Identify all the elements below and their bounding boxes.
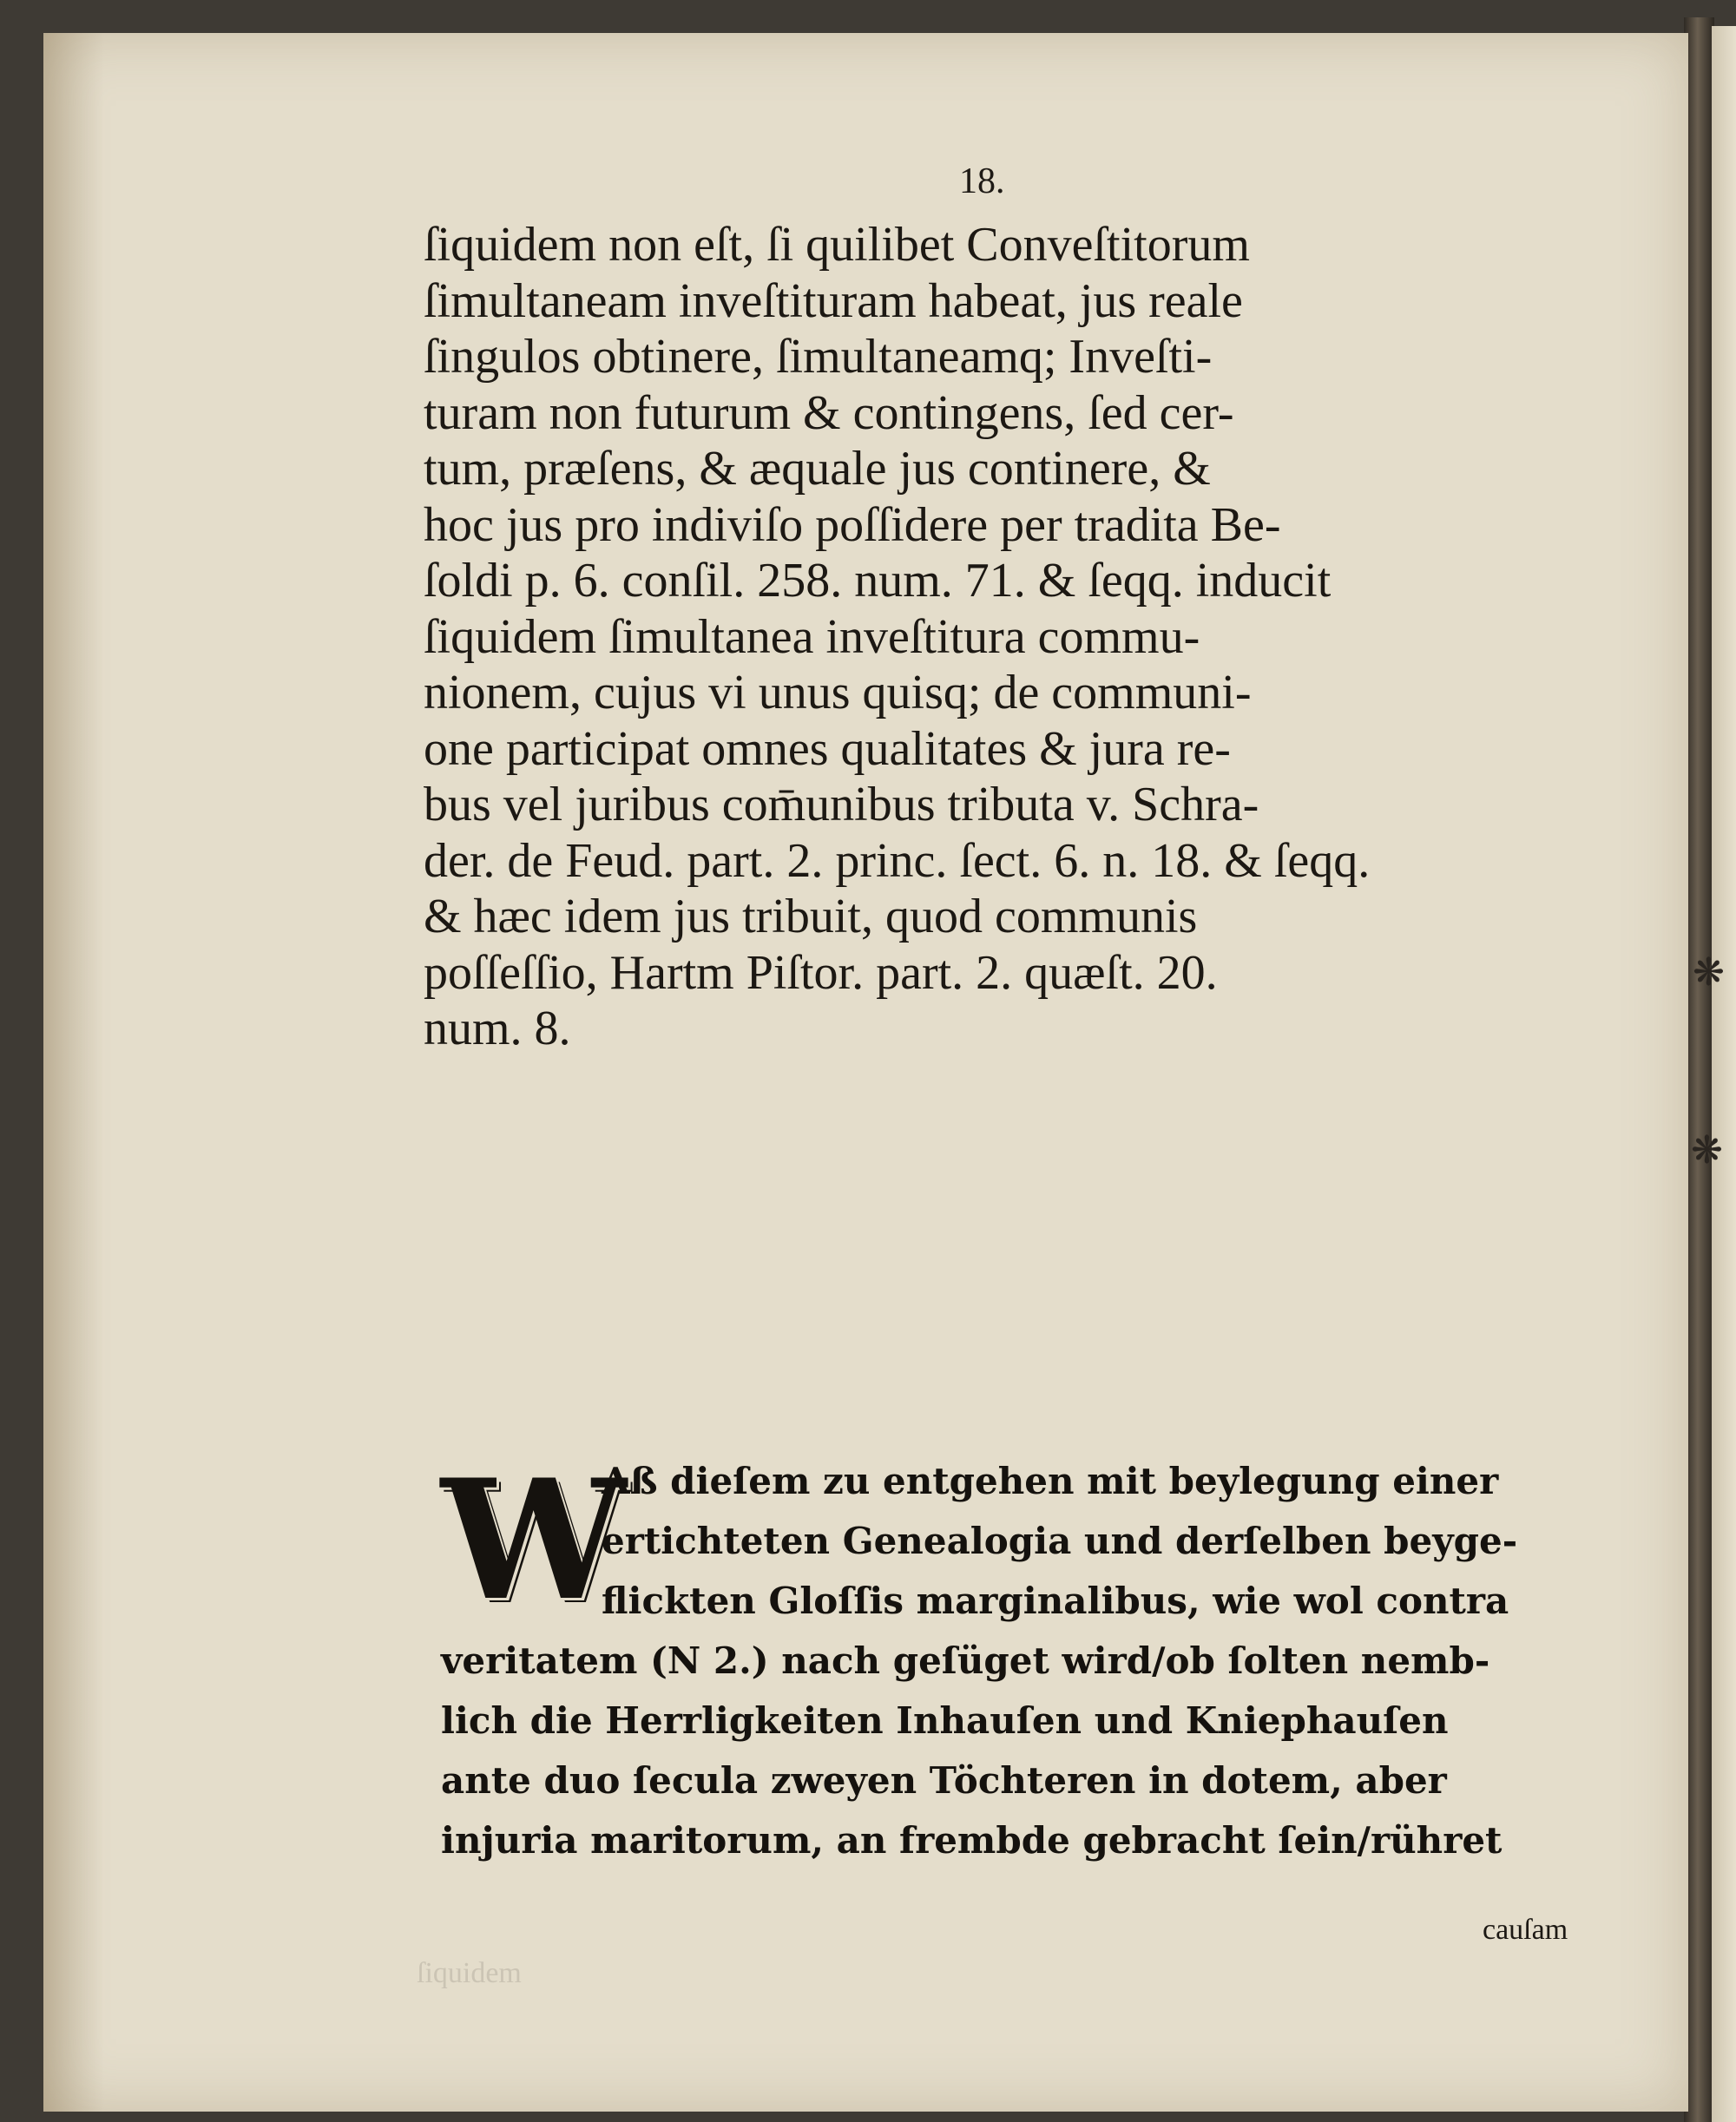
text-line: tum, præſens, & æquale jus continere, & [424, 442, 1211, 496]
text-line: nionem, cujus vi unus quisq; de communi- [424, 666, 1252, 719]
text-line: ſingulos obtinere, ſimultaneamq; Inveſti- [424, 330, 1213, 384]
drop-cap-initial: W [441, 1443, 627, 1637]
text-line: one participat omnes qualitates & jura re- [424, 721, 1231, 776]
catchword: cauſam [1483, 1914, 1568, 1946]
text-line: injuria maritorum, an frembde gebracht ſein/rühret [441, 1819, 1503, 1862]
text-line: der. de Feud. part. 2. princ. ſect. 6. n. 18. & ſeqq. [424, 833, 1371, 888]
text-line: ante duo ſecula zweyen Töchteren in dotem, aber [441, 1759, 1447, 1802]
bleed-through-text: ſiquidem [417, 1957, 522, 1989]
german-paragraph [441, 1443, 1608, 1870]
text-line: hoc jus pro indiviſo poſſidere per tradita Be- [424, 497, 1281, 552]
text-line: bus vel juribus com̄unibus tributa v. Schra- [424, 778, 1259, 831]
text-line: lich die Herrligkeiten Inhauſen und Kniephauſen [441, 1699, 1449, 1742]
text-line: turam non futurum & contingens, ſed cer- [424, 385, 1234, 440]
text-line: & hæc idem jus tribuit, quod communis [424, 890, 1198, 943]
text-line: poſſeſſio, Hartm Piſtor. part. 2. quæſt. 20. [424, 945, 1218, 1000]
text-line: ſoldi p. 6. conſil. 258. num. 71. & ſeqq. inducit [424, 554, 1332, 608]
text-line: num. 8. [424, 1002, 571, 1055]
ornament-star-icon: ❋ [1691, 1128, 1723, 1173]
book-spine [1684, 17, 1714, 2122]
text-line: Aß dieſem zu entgehen mit beylegung einer [602, 1460, 1499, 1502]
page-gutter-shade [43, 33, 104, 2112]
text-line: ſiquidem non eſt, ſi quilibet Conveſtitorum [424, 218, 1250, 272]
ornament-star-icon: ❋ [1693, 950, 1725, 995]
latin-paragraph [424, 217, 1595, 1057]
text-line: flickten Gloſſis marginalibus, wie wol contra [602, 1580, 1509, 1622]
text-line: ertichteten Genealogia und derſelben beyge- [602, 1520, 1518, 1562]
facing-page-edge [1712, 26, 1736, 2122]
text-line: ſiquidem ſimultanea inveſtitura commu- [424, 609, 1200, 664]
text-line: ſimultaneam inveſtituram habeat, jus reale [424, 273, 1243, 328]
text-line: veritatem (N 2.) nach geſüget wird/ob ſolten nemb- [441, 1639, 1490, 1682]
page-number: 18. [959, 161, 1005, 201]
